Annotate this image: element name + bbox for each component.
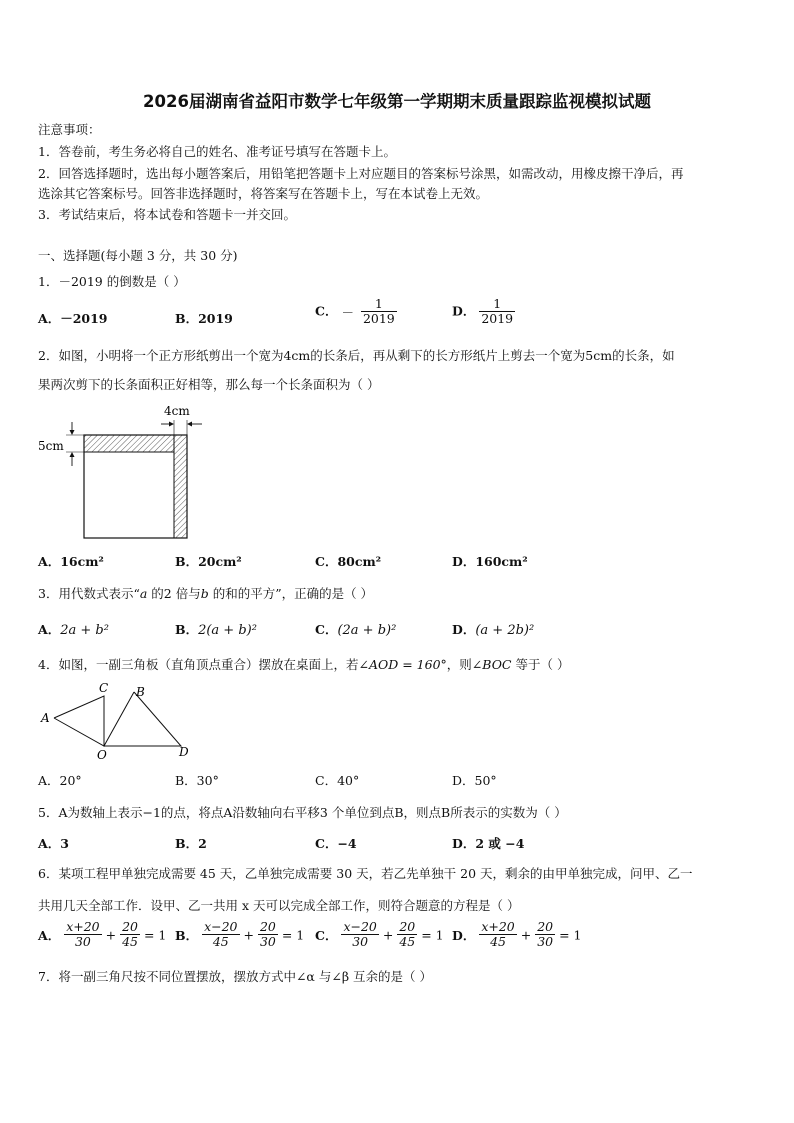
q4-option-b: B．30° [175,773,219,788]
q6-option-d [452,920,582,950]
q6-c-den2: 45 [399,934,416,950]
q4-triangle-figure [36,678,196,763]
q6-b-frac1 [202,920,239,950]
q6-d-num1: x+20 [481,919,515,934]
q6-option-b [175,920,304,950]
q3-option-b [175,620,257,638]
notice-item-1: 1．答卷前，考生务必将自己的姓名、准考证号填写在答题卡上。 [38,144,396,159]
q4-label-a: A [41,711,50,725]
q6-d-plus: + [520,927,532,943]
q1-stem: 1．－2019 的倒数是（ ） [38,274,186,289]
q1-option-c-fraction [361,297,397,327]
q2-stem-line2: 果两次剪下的长条面积正好相等，那么每一个长条面积为（ ） [38,377,380,392]
q4-option-d: D．50° [452,773,497,788]
q3-option-b-label: B． [175,622,199,637]
q2-option-c: C．80cm² [315,554,382,569]
q1-option-d [452,297,515,327]
q4-stem-mid: ，则 [446,657,472,672]
notice-item-2: 2．回答选择题时，选出每小题答案后，用铅笔把答题卡上对应题目的答案标号涂黑，如需改动，用橡皮擦干净后，再 [38,166,684,181]
notice-item-2-cont: 选涂其它答案标号。回答非选择题时，将答案写在答题卡上，写在本试卷上无效。 [38,186,489,201]
q6-b-den1: 45 [212,934,229,950]
q6-stem-line2: 共用几天全部工作．设甲、乙一共用 x 天可以完成全部工作，则符合题意的方程是（ ） [38,898,520,913]
q3-option-c [315,620,396,638]
q6-d-num2: 20 [537,919,554,934]
q6-a-den1: 30 [74,934,91,950]
q5-option-d: D．2 或 −4 [452,836,525,851]
q1-c-denominator: 2019 [362,311,395,327]
q2-square-figure [36,400,216,545]
q2-option-a: A．16cm² [38,554,104,569]
q3-stem [38,584,373,602]
q6-a-frac2 [120,920,140,950]
q1-option-d-fraction [479,297,515,327]
q6-c-frac1 [341,920,378,950]
q3-option-a-label: A． [38,622,61,637]
q3-stem-pre: 3．用代数式表示“ [38,586,140,601]
q6-b-frac2 [258,920,278,950]
q3-option-d-expr: (a + 2b)² [475,623,535,638]
q5-option-c: C．−4 [315,836,357,851]
q6-a-num2: 20 [122,919,138,934]
page-title: 2026届湖南省益阳市数学七年级第一学期期末质量跟踪监视模拟试题 [143,92,651,111]
q1-option-a: A．－2019 [38,311,108,326]
q4-label-c: C [99,681,109,695]
q6-stem-line1: 6．某项工程甲单独完成需要 45 天，乙单独完成需要 30 天，若乙先单独干 20 天，剩余的由甲单独完成，问甲、乙一 [38,866,693,881]
q1-option-c-sign: － [341,304,354,320]
q6-d-eq: = 1 [559,927,582,943]
q6-option-d-label: D． [452,927,476,943]
q2-top-strip [84,435,174,452]
q3-option-a [38,620,109,638]
q2-label-4cm: 4cm [164,404,190,418]
q6-b-num2: 20 [259,919,276,934]
q1-d-denominator: 2019 [481,311,514,327]
q6-c-den1: 30 [352,934,369,950]
q4-stem [38,655,569,673]
q4-label-b: B [136,685,145,699]
q1-option-c [315,297,397,327]
notice-item-3: 3．考试结束后，将本试卷和答题卡一并交回。 [38,207,296,222]
q6-option-c [315,920,444,950]
q3-var-a: a [139,586,148,601]
q3-option-b-expr: 2(a + b)² [198,623,257,638]
q6-c-num2: 20 [399,919,416,934]
q1-option-d-label: D． [452,303,476,319]
q4-option-a: A．20° [38,773,82,788]
notice-heading: 注意事项： [38,122,101,137]
q4-option-c: C．40° [315,773,360,788]
q1-option-b: B．2019 [175,311,233,326]
q4-triangle-aco [54,696,104,746]
section-heading: 一、选择题(每小题 3 分，共 30 分) [38,248,238,263]
q6-option-c-label: C． [315,927,338,943]
q4-angle-aod: ∠AOD = 160° [358,657,447,672]
q6-a-num1: x+20 [66,919,100,934]
q6-d-frac2 [535,920,555,950]
q6-c-eq: = 1 [421,927,444,943]
q3-option-c-label: C． [315,622,338,637]
q6-a-eq: = 1 [143,927,167,943]
q3-option-d [452,620,534,638]
q2-stem-line1: 2．如图，小明将一个正方形纸剪出一个宽为4cm的长条后，再从剩下的长方形纸片上剪去一个宽为5cm的长条，如 [38,348,675,363]
q1-option-c-label: C． [315,303,338,319]
q6-option-a [38,920,166,950]
q6-b-eq: = 1 [281,927,305,943]
q3-stem-post: 的和的平方”，正确的是（ ） [208,586,374,601]
q3-var-b: b [200,586,209,601]
q4-stem-post: 等于（ ） [511,657,570,672]
q6-c-num1: x−20 [343,919,377,934]
q2-label-5cm: 5cm [38,439,64,453]
q6-b-den2: 30 [259,934,276,950]
q5-option-b: B．2 [175,836,207,851]
q1-d-numerator: 1 [479,297,515,312]
q6-a-frac1 [64,920,101,950]
q6-b-plus: + [243,927,254,943]
q4-triangle-bod [104,692,181,746]
q2-option-b: B．20cm² [175,554,242,569]
q6-d-den1: 45 [490,934,506,950]
q6-option-b-label: B． [175,927,199,943]
q6-d-frac1 [479,920,516,950]
q7-stem: 7．将一副三角尺按不同位置摆放，摆放方式中∠α 与∠β 互余的是（ ） [38,969,432,984]
q5-option-a: A．3 [38,836,69,851]
q2-right-strip [174,435,187,538]
q3-stem-mid: 的2 倍与 [147,586,201,601]
q4-label-o: O [97,748,107,762]
q2-option-d: D．160cm² [452,554,528,569]
q6-option-a-label: A． [38,927,61,943]
q6-a-den2: 45 [122,934,138,950]
q4-stem-pre: 4．如图，一副三角板（直角顶点重合）摆放在桌面上，若 [38,657,359,672]
q6-c-plus: + [382,927,394,943]
q1-c-numerator: 1 [361,297,397,312]
q3-option-d-label: D． [452,622,476,637]
q3-option-c-expr: (2a + b)² [337,623,397,638]
q3-option-a-expr: 2a + b² [60,623,109,638]
q4-label-d: D [179,745,189,759]
q6-b-num1: x−20 [204,919,238,934]
q6-a-plus: + [105,927,117,943]
q6-c-frac2 [397,920,417,950]
q6-d-den2: 30 [537,934,554,950]
q4-angle-boc: ∠BOC [471,657,512,672]
q5-stem: 5．A为数轴上表示−1的点，将点A沿数轴向右平移3 个单位到点B，则点B所表示的实数为（ ） [38,805,567,820]
